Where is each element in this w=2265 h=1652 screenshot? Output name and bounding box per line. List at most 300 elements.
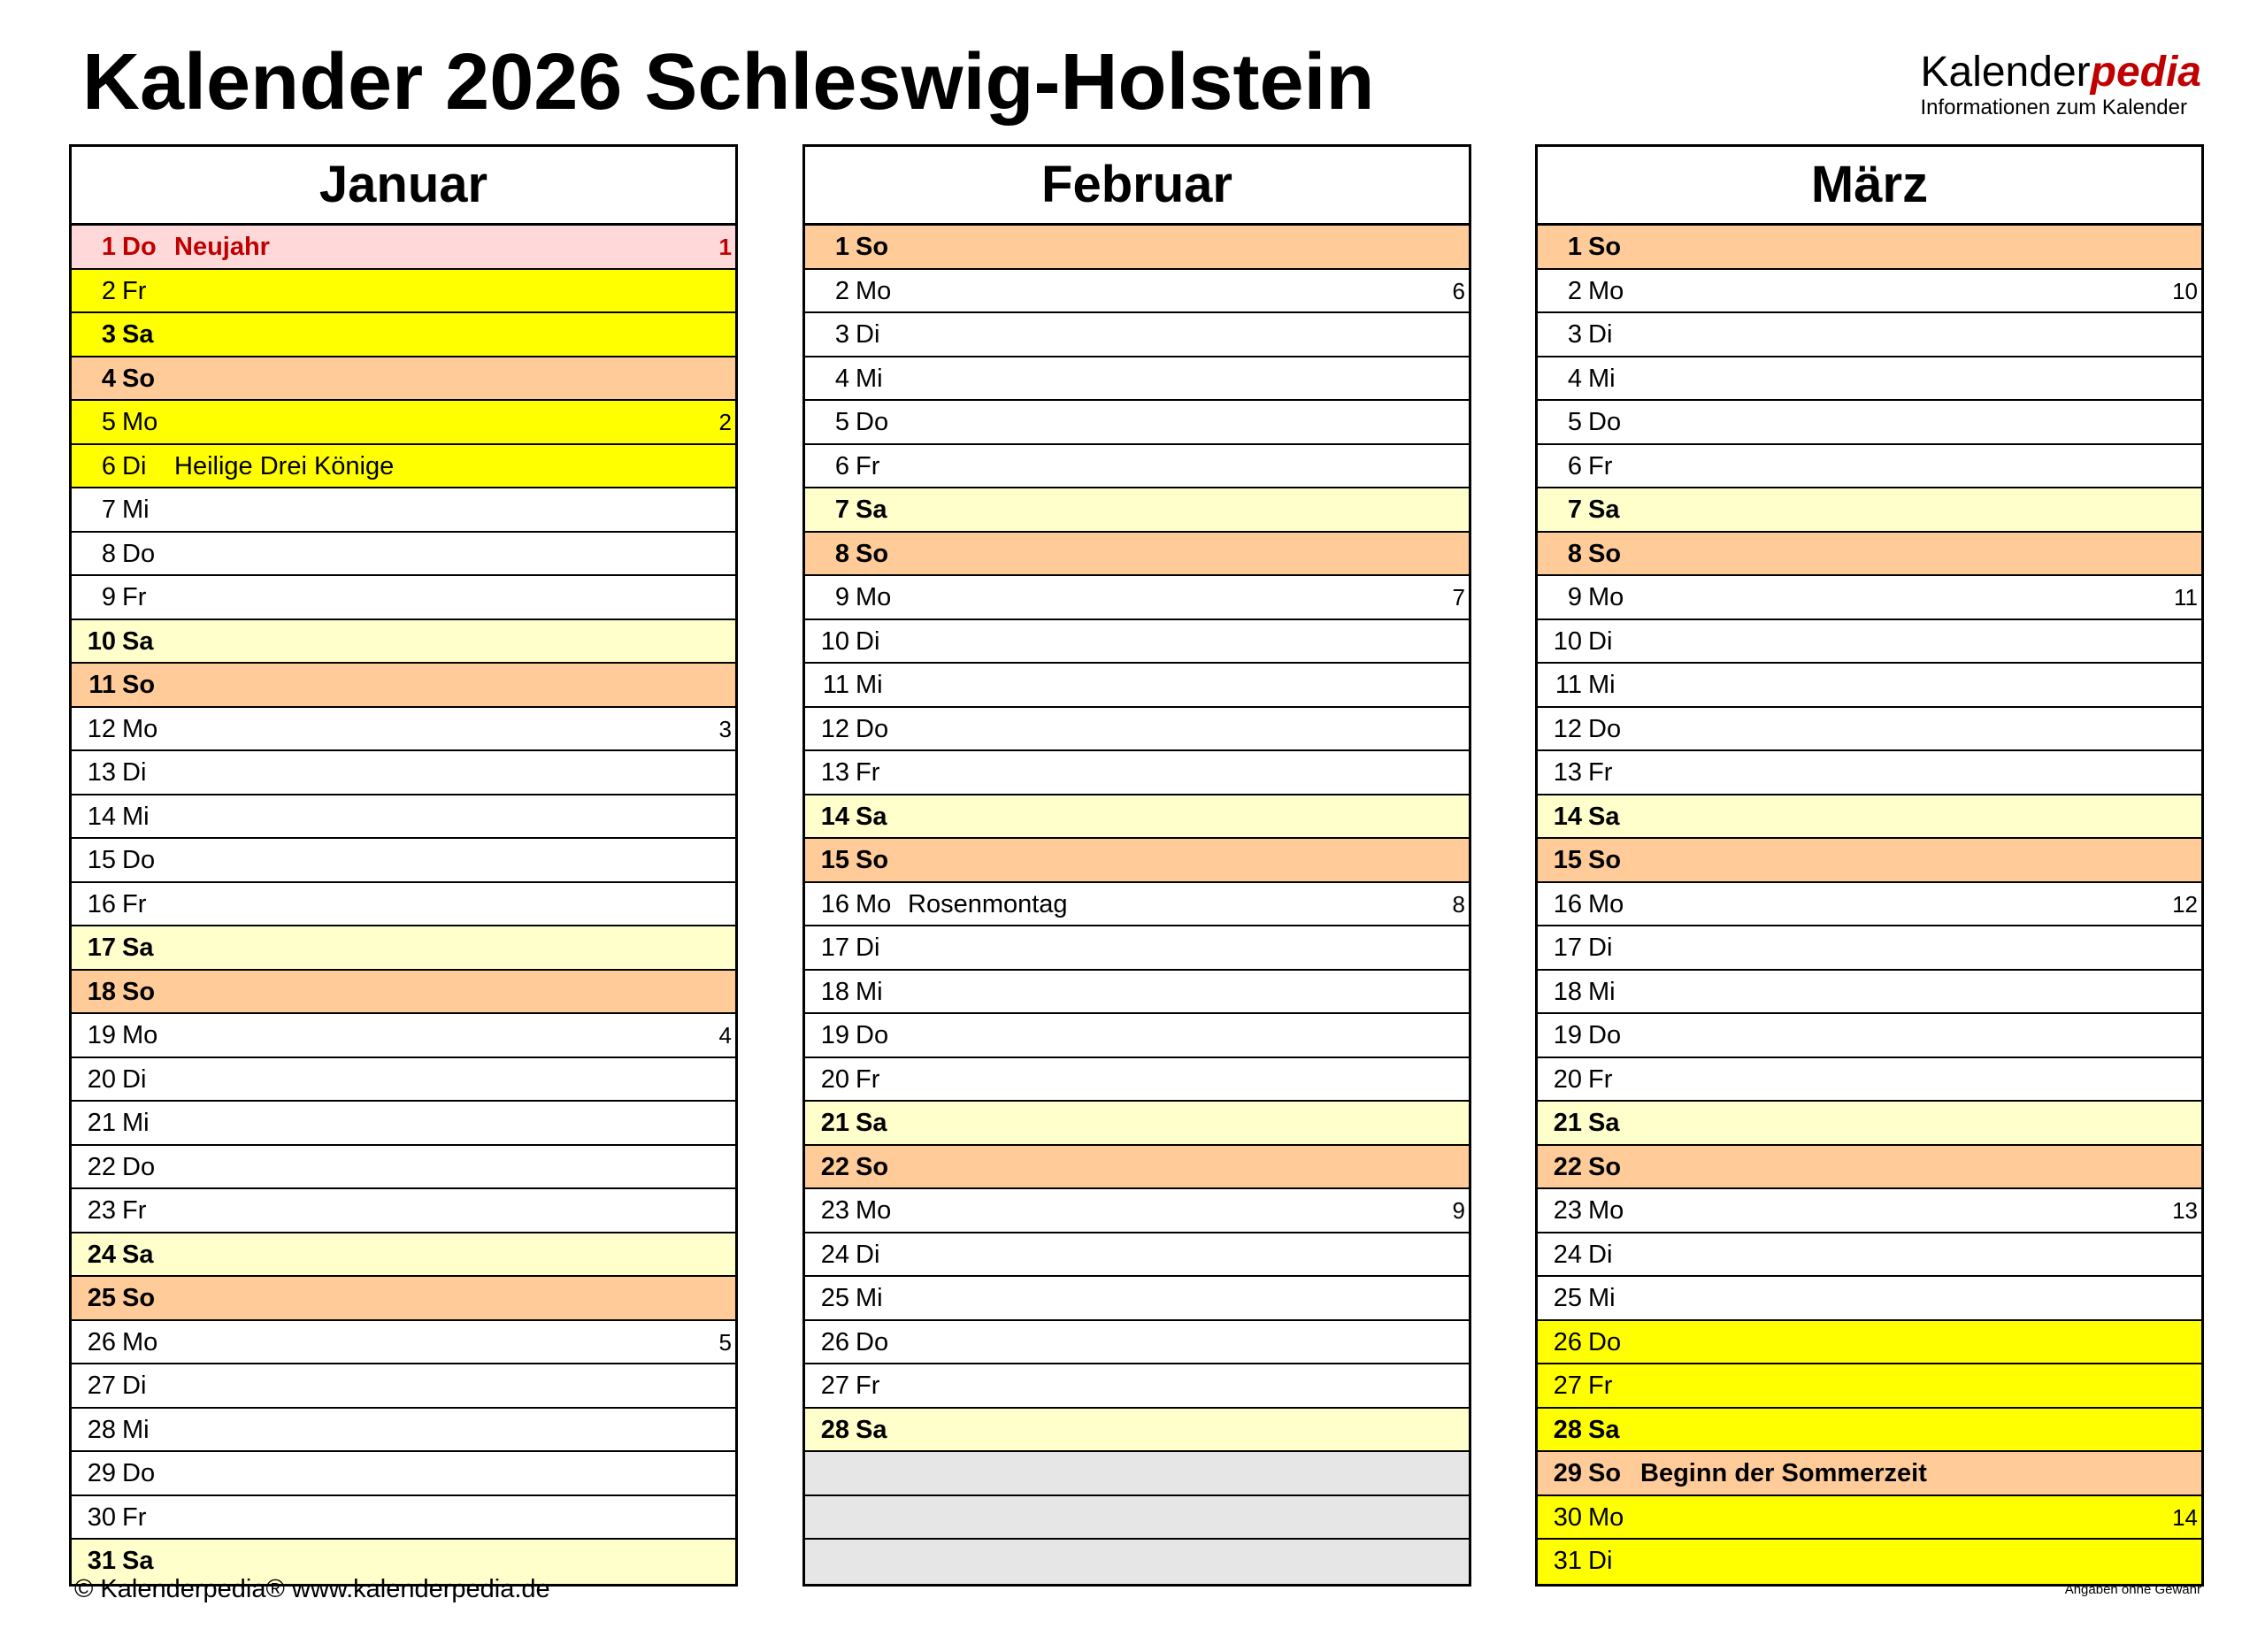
empty-day-row	[805, 1540, 1469, 1584]
day-number: 4	[834, 364, 849, 393]
day-number: 29	[87, 1459, 116, 1487]
day-number: 9	[834, 583, 849, 611]
day-number: 23	[1553, 1196, 1582, 1225]
week-number: 6	[1452, 277, 1465, 304]
weekday: So	[856, 846, 889, 874]
day-row	[72, 751, 735, 795]
weekday: Di	[122, 758, 147, 787]
weekday: Do	[856, 714, 889, 743]
day-row	[1538, 1233, 2201, 1278]
day-row	[72, 1496, 735, 1541]
weekday: Do	[122, 1152, 156, 1181]
empty-day-row	[805, 1496, 1469, 1541]
day-row	[1538, 751, 2201, 795]
day-number: 23	[820, 1196, 849, 1225]
day-number: 18	[87, 977, 116, 1006]
weekday: Di	[856, 934, 880, 962]
holiday-name: Beginn der Sommerzeit	[1640, 1459, 1927, 1487]
day-number: 20	[820, 1064, 849, 1094]
day-row	[72, 313, 735, 357]
week-number: 4	[718, 1022, 732, 1049]
weekday: Fr	[856, 758, 880, 787]
day-number: 19	[87, 1021, 116, 1049]
weekday: Fr	[856, 451, 880, 480]
day-number: 30	[1553, 1502, 1582, 1532]
day-row	[1538, 1364, 2201, 1409]
weekday: Fr	[122, 276, 147, 305]
day-row	[805, 708, 1469, 752]
day-number: 28	[820, 1415, 849, 1444]
day-row	[805, 357, 1469, 402]
day-row	[1538, 664, 2201, 708]
weekday: Do	[1588, 1327, 1622, 1356]
day-number: 14	[820, 802, 849, 831]
weekday: Mo	[1588, 1196, 1624, 1225]
weekday: So	[1588, 846, 1622, 874]
day-row	[72, 1102, 735, 1146]
page-title: Kalender 2026 Schleswig-Holstein	[82, 38, 1375, 127]
day-number: 7	[834, 496, 849, 524]
logo-tagline: Informationen zum Kalender	[1920, 96, 2187, 119]
day-number: 28	[1553, 1415, 1582, 1444]
weekday: Mi	[122, 496, 150, 524]
day-number: 24	[87, 1240, 116, 1269]
day-row	[1538, 270, 2201, 314]
weekday: So	[856, 1152, 889, 1181]
day-number: 10	[820, 626, 849, 656]
day-number: 13	[87, 758, 116, 787]
day-number: 11	[88, 671, 116, 699]
day-row	[72, 1233, 735, 1278]
day-row	[72, 708, 735, 752]
day-number: 9	[101, 583, 116, 611]
day-row	[72, 664, 735, 708]
weekday: Mi	[1588, 364, 1616, 393]
day-number: 12	[1553, 714, 1582, 743]
day-number: 6	[834, 451, 849, 480]
day-number: 14	[87, 802, 116, 831]
day-row	[72, 620, 735, 665]
day-number: 9	[1567, 583, 1582, 611]
day-row	[805, 971, 1469, 1015]
footer-copyright: © Kalenderpedia® www.kalenderpedia.de	[74, 1575, 550, 1603]
weekday: Mo	[1588, 276, 1624, 305]
weekday: So	[1588, 1459, 1622, 1487]
day-row	[72, 226, 735, 270]
weekday: Mo	[122, 1327, 158, 1356]
day-row	[72, 576, 735, 620]
day-number: 20	[1553, 1064, 1582, 1094]
day-number: 30	[87, 1502, 116, 1532]
day-row	[805, 313, 1469, 357]
weekday: Di	[1588, 934, 1613, 962]
day-number: 17	[87, 934, 116, 962]
day-number: 8	[101, 539, 116, 568]
day-number: 29	[1553, 1459, 1582, 1487]
day-row	[72, 270, 735, 314]
day-number: 5	[1567, 408, 1582, 436]
day-number: 12	[820, 714, 849, 743]
weekday: Mi	[122, 1415, 150, 1444]
weekday: Fr	[1588, 1372, 1613, 1400]
day-number: 18	[1553, 977, 1582, 1006]
weekday: Fr	[122, 1502, 147, 1532]
weekday: Sa	[856, 496, 887, 524]
day-row	[1538, 226, 2201, 270]
day-row	[1538, 1452, 2201, 1496]
weekday: Fr	[122, 1196, 147, 1225]
weekday: Fr	[122, 889, 147, 918]
weekday: So	[1588, 233, 1622, 261]
holiday-name: Heilige Drei Könige	[174, 451, 395, 480]
day-number: 16	[1553, 889, 1582, 918]
day-row	[1538, 1058, 2201, 1103]
weekday: Sa	[122, 626, 154, 656]
day-row	[1538, 1277, 2201, 1321]
day-row	[72, 488, 735, 533]
month-rows	[72, 226, 735, 1584]
day-row	[805, 488, 1469, 533]
weekday: Sa	[856, 1109, 887, 1137]
day-number: 26	[87, 1327, 116, 1356]
month-januar	[69, 144, 738, 1587]
day-row	[805, 401, 1469, 445]
day-row	[72, 1146, 735, 1190]
weekday: Fr	[122, 583, 147, 611]
day-row	[1538, 926, 2201, 971]
day-row	[72, 445, 735, 489]
weekday: So	[1588, 539, 1622, 568]
weekday: Sa	[122, 320, 154, 349]
week-number: 12	[2172, 890, 2198, 918]
day-row	[805, 1146, 1469, 1190]
day-row	[1538, 971, 2201, 1015]
week-number: 3	[718, 715, 732, 742]
empty-day-row	[805, 1452, 1469, 1496]
day-row	[805, 1189, 1469, 1233]
week-number: 11	[2174, 584, 2198, 611]
month-header: Februar	[805, 147, 1469, 226]
footer-disclaimer: Angaben ohne Gewähr	[2064, 1582, 2201, 1597]
day-number: 26	[820, 1327, 849, 1356]
day-row	[805, 795, 1469, 840]
day-row	[72, 1014, 735, 1058]
day-number: 4	[1567, 364, 1582, 393]
day-number: 16	[820, 889, 849, 918]
day-row	[1538, 883, 2201, 927]
weekday: Di	[122, 1372, 147, 1400]
weekday: Di	[1588, 1240, 1613, 1269]
week-number: 9	[1452, 1197, 1465, 1224]
weekday: Mi	[1588, 1284, 1616, 1312]
day-row	[805, 1102, 1469, 1146]
weekday: Do	[122, 846, 156, 874]
day-row	[805, 664, 1469, 708]
weekday: So	[122, 1284, 156, 1312]
weekday: Fr	[1588, 758, 1613, 787]
weekday: Mo	[856, 583, 892, 611]
day-row	[1538, 445, 2201, 489]
weekday: Sa	[1588, 802, 1620, 831]
weekday: Sa	[1588, 1109, 1620, 1137]
weekday: Mi	[1588, 671, 1616, 699]
day-row	[805, 270, 1469, 314]
weekday: Mo	[122, 408, 158, 436]
day-row	[805, 1321, 1469, 1365]
day-number: 8	[834, 539, 849, 568]
weekday: Mi	[856, 977, 883, 1006]
logo-brand	[1920, 50, 2201, 96]
day-row	[1538, 839, 2201, 883]
day-row	[72, 1058, 735, 1103]
day-number: 17	[820, 934, 849, 962]
weekday: Sa	[122, 934, 154, 962]
day-number: 5	[101, 408, 116, 436]
month-maerz	[1535, 144, 2204, 1587]
day-row	[72, 1364, 735, 1409]
day-row	[1538, 576, 2201, 620]
day-number: 7	[1567, 496, 1582, 524]
week-number: 2	[718, 409, 732, 435]
day-number: 24	[1553, 1240, 1582, 1269]
day-row	[805, 926, 1469, 971]
day-row	[805, 533, 1469, 577]
day-number: 22	[820, 1152, 849, 1181]
logo-brand-main: Kalender	[1920, 49, 2091, 96]
day-row	[72, 1321, 735, 1365]
day-row	[805, 1364, 1469, 1409]
weekday: Do	[122, 233, 157, 261]
month-header: Januar	[72, 147, 735, 226]
weekday: Do	[856, 1327, 889, 1356]
day-row	[72, 1189, 735, 1233]
day-number: 2	[834, 276, 849, 305]
day-row	[805, 620, 1469, 665]
day-row	[72, 795, 735, 840]
weekday: Mo	[856, 276, 892, 305]
day-row	[72, 883, 735, 927]
weekday: Sa	[856, 802, 887, 831]
day-row	[805, 883, 1469, 927]
day-number: 22	[1553, 1152, 1582, 1181]
day-row	[1538, 401, 2201, 445]
day-row	[1538, 1014, 2201, 1058]
day-number: 22	[87, 1152, 116, 1181]
weekday: So	[122, 671, 156, 699]
day-number: 25	[87, 1284, 116, 1312]
weekday: Do	[1588, 408, 1622, 436]
weekday: Sa	[1588, 496, 1620, 524]
weekday: Sa	[856, 1415, 887, 1444]
weekday: Do	[122, 539, 156, 568]
day-row	[805, 839, 1469, 883]
day-row	[1538, 1540, 2201, 1584]
weekday: Sa	[1588, 1415, 1620, 1444]
week-number: 7	[1452, 584, 1465, 611]
weekday: Di	[856, 1240, 880, 1269]
weekday: Mo	[122, 1021, 158, 1049]
month-februar	[802, 144, 1471, 1587]
day-number: 4	[101, 364, 116, 393]
weekday: Do	[1588, 1021, 1622, 1049]
day-row	[1538, 1146, 2201, 1190]
day-row	[1538, 620, 2201, 665]
weekday: Mo	[122, 714, 158, 743]
weekday: So	[1588, 1152, 1622, 1181]
day-row	[1538, 488, 2201, 533]
day-row	[805, 226, 1469, 270]
weekday: So	[856, 233, 889, 261]
weekday: Do	[1588, 714, 1622, 743]
day-number: 8	[1567, 539, 1582, 568]
day-number: 19	[1553, 1021, 1582, 1049]
day-row	[805, 1233, 1469, 1278]
day-row	[72, 401, 735, 445]
day-number: 11	[822, 671, 849, 699]
day-row	[805, 1409, 1469, 1453]
day-number: 13	[820, 758, 849, 787]
week-number: 10	[2172, 277, 2198, 304]
week-number: 1	[718, 234, 732, 260]
weekday: Do	[856, 408, 889, 436]
weekday: Mi	[122, 1109, 150, 1137]
day-row	[1538, 533, 2201, 577]
week-number: 14	[2172, 1503, 2198, 1531]
day-row	[1538, 1189, 2201, 1233]
day-row	[1538, 795, 2201, 840]
day-number: 13	[1553, 758, 1582, 787]
day-number: 6	[1567, 451, 1582, 480]
day-number: 15	[820, 846, 849, 874]
weekday: Do	[856, 1021, 889, 1049]
day-row	[1538, 357, 2201, 402]
day-number: 1	[101, 233, 116, 261]
day-number: 1	[1567, 233, 1582, 261]
holiday-name: Rosenmontag	[908, 889, 1068, 918]
weekday: Mi	[856, 1284, 883, 1312]
weekday: Di	[856, 320, 880, 349]
day-row	[805, 576, 1469, 620]
day-number: 16	[87, 889, 116, 918]
day-row	[72, 839, 735, 883]
day-number: 3	[101, 320, 116, 349]
day-number: 2	[1567, 276, 1582, 305]
day-number: 31	[87, 1547, 116, 1575]
logo-brand-accent: pedia	[2090, 49, 2201, 96]
weekday: Mi	[122, 802, 150, 831]
day-number: 15	[87, 846, 116, 874]
weekday: Do	[122, 1459, 156, 1487]
day-row	[1538, 1409, 2201, 1453]
day-row	[72, 971, 735, 1015]
weekday: Di	[856, 626, 880, 656]
day-number: 23	[87, 1196, 116, 1225]
day-number: 11	[1555, 671, 1582, 699]
day-row	[72, 926, 735, 971]
weekday: Di	[1588, 320, 1613, 349]
day-number: 3	[1567, 320, 1582, 349]
day-row	[72, 357, 735, 402]
day-number: 10	[1553, 626, 1582, 656]
day-number: 25	[820, 1284, 849, 1312]
day-number: 1	[834, 233, 849, 261]
day-number: 27	[87, 1372, 116, 1400]
week-number: 13	[2172, 1197, 2198, 1224]
day-row	[805, 1014, 1469, 1058]
day-number: 21	[820, 1109, 849, 1137]
day-number: 26	[1553, 1327, 1582, 1356]
month-rows	[1538, 226, 2201, 1584]
weekday: Mo	[856, 1196, 892, 1225]
weekday: Mo	[1588, 1502, 1624, 1532]
day-number: 18	[820, 977, 849, 1006]
weekday: Sa	[122, 1240, 154, 1269]
weekday: Mi	[856, 671, 883, 699]
weekday: Fr	[1588, 451, 1613, 480]
day-number: 3	[834, 320, 849, 349]
day-row	[1538, 1321, 2201, 1365]
day-number: 27	[1553, 1372, 1582, 1400]
day-row	[805, 445, 1469, 489]
week-number: 8	[1452, 890, 1465, 918]
weekday: Mo	[1588, 889, 1624, 918]
day-row	[72, 1409, 735, 1453]
weekday: Mi	[1588, 977, 1616, 1006]
weekday: Fr	[856, 1064, 880, 1094]
day-number: 15	[1553, 846, 1582, 874]
day-number: 28	[87, 1415, 116, 1444]
day-number: 7	[101, 496, 116, 524]
day-row	[1538, 313, 2201, 357]
day-number: 20	[87, 1064, 116, 1094]
weekday: So	[856, 539, 889, 568]
weekday: Di	[122, 1064, 147, 1094]
day-number: 25	[1553, 1284, 1582, 1312]
weekday: Di	[1588, 626, 1613, 656]
day-number: 27	[820, 1372, 849, 1400]
day-number: 12	[87, 714, 116, 743]
weekday: Di	[1588, 1547, 1613, 1575]
week-number: 5	[718, 1328, 732, 1356]
day-number: 17	[1553, 934, 1582, 962]
holiday-name: Neujahr	[174, 233, 270, 261]
day-number: 6	[101, 451, 116, 480]
day-row	[805, 1277, 1469, 1321]
kalenderpedia-logo	[1920, 50, 2201, 120]
day-row	[1538, 1496, 2201, 1541]
day-row	[72, 1277, 735, 1321]
day-number: 14	[1553, 802, 1582, 831]
weekday: Fr	[1588, 1064, 1613, 1094]
weekday: So	[122, 364, 156, 393]
day-number: 2	[101, 276, 116, 305]
weekday: Mo	[856, 889, 892, 918]
day-row	[1538, 1102, 2201, 1146]
day-number: 21	[87, 1109, 116, 1137]
weekday: Mi	[856, 364, 883, 393]
month-rows	[805, 226, 1469, 1584]
day-number: 10	[87, 626, 116, 656]
day-row	[805, 1058, 1469, 1103]
day-row	[72, 1452, 735, 1496]
weekday: Sa	[122, 1547, 154, 1575]
day-number: 31	[1553, 1547, 1582, 1575]
day-row	[72, 533, 735, 577]
day-row	[1538, 708, 2201, 752]
day-number: 24	[820, 1240, 849, 1269]
month-header: März	[1538, 147, 2201, 226]
day-number: 5	[834, 408, 849, 436]
